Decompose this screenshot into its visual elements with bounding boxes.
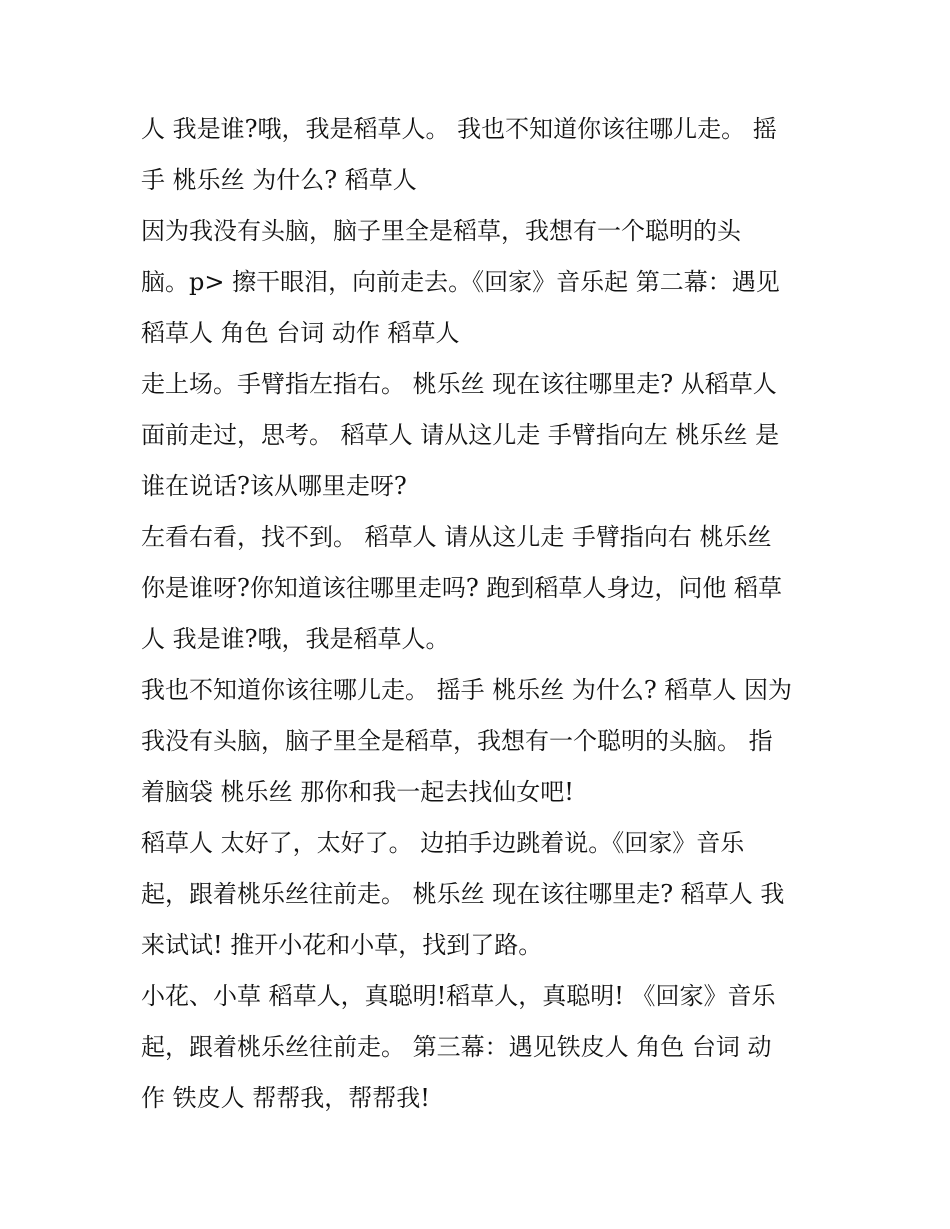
text-line: 起，跟着桃乐丝往前走。 桃乐丝 现在该往哪里走? 稻草人 我 xyxy=(141,880,785,908)
text-line: 稻草人 角色 台词 动作 稻草人 xyxy=(141,319,460,347)
text-line: 我没有头脑，脑子里全是稻草，我想有一个聪明的头脑。 指 xyxy=(141,727,773,755)
text-line: 起，跟着桃乐丝往前走。 第三幕：遇见铁皮人 角色 台词 动 xyxy=(141,1033,772,1061)
text-line: 稻草人 太好了，太好了。 边拍手边跳着说。《回家》音乐 xyxy=(141,829,745,857)
script-text-body xyxy=(141,104,813,1124)
text-line: 人 我是谁?哦，我是稻草人。 xyxy=(141,625,450,653)
text-line: 你是谁呀?你知道该往哪里走吗? 跑到稻草人身边，问他 稻草 xyxy=(141,574,782,602)
text-line: 我也不知道你该往哪儿走。 摇手 桃乐丝 为什么? 稻草人 因为 xyxy=(141,676,793,704)
text-line: 左看右看，找不到。 稻草人 请从这儿走 手臂指向右 桃乐丝 xyxy=(141,523,772,551)
text-line: 面前走过，思考。 稻草人 请从这儿走 手臂指向左 桃乐丝 是 xyxy=(141,421,780,449)
text-line: 手 桃乐丝 为什么? 稻草人 xyxy=(141,166,417,194)
text-line: 谁在说话?该从哪里走呀? xyxy=(141,472,407,500)
text-line: 因为我没有头脑，脑子里全是稻草，我想有一个聪明的头 xyxy=(141,217,741,245)
text-line: 小花、小草 稻草人，真聪明!稻草人，真聪明! 《回家》音乐 xyxy=(141,982,776,1010)
text-line: 作 铁皮人 帮帮我，帮帮我! xyxy=(141,1084,430,1112)
text-line: 走上场。手臂指左指右。 桃乐丝 现在该往哪里走? 从稻草人 xyxy=(141,370,777,398)
text-line: 来试试! 推开小花和小草，找到了路。 xyxy=(141,931,543,959)
text-line: 脑。p> 擦干眼泪，向前走去。《回家》音乐起 第二幕：遇见 xyxy=(141,268,780,296)
text-line: 人 我是谁?哦，我是稻草人。 我也不知道你该往哪儿走。 摇 xyxy=(141,115,777,143)
text-line: 着脑袋 桃乐丝 那你和我一起去找仙女吧! xyxy=(141,778,574,806)
